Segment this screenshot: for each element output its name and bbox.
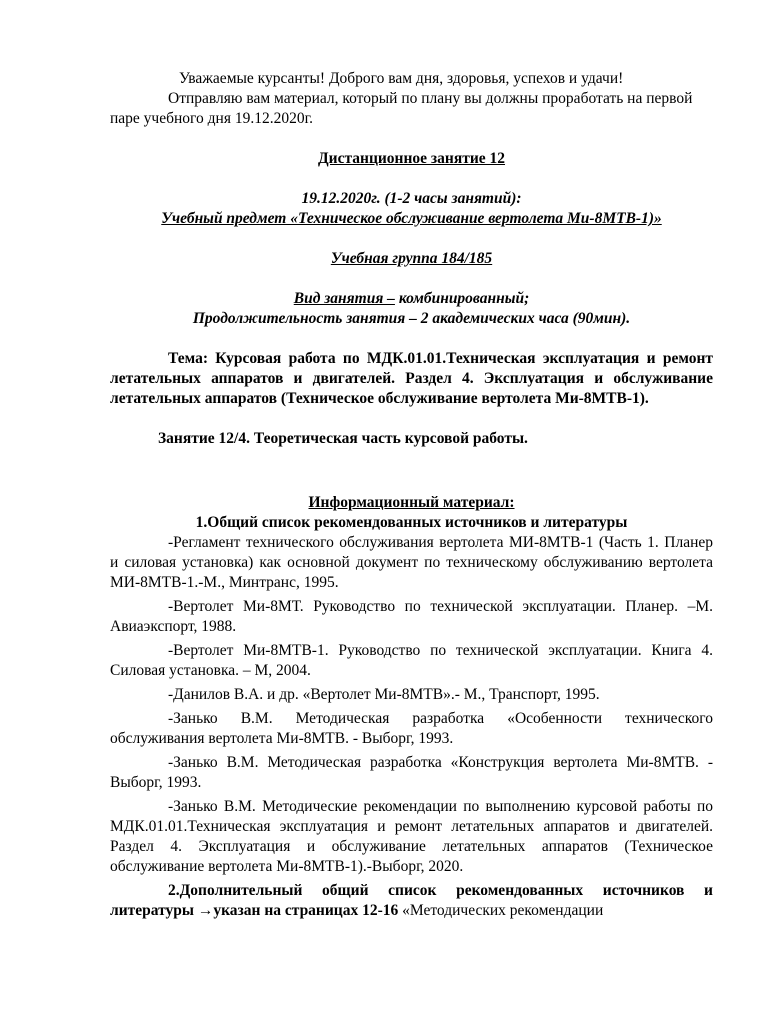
lesson-subject: Учебный предмет «Техническое обслуживание вертолета Ми-8МТВ-1)» [161, 210, 662, 227]
greeting-line-1: Уважаемые курсанты! Доброго вам дня, здоровья, успехов и удачи! [179, 70, 624, 87]
lesson-title: Дистанционное занятие 12 [317, 150, 506, 167]
lesson-group: Учебная группа 184/185 [330, 250, 493, 267]
source-item: -Вертолет Ми-8МТ. Руководство по технической эксплуатации. Планер. –М. Авиаэкспорт, 1988. [110, 598, 713, 635]
source-item: -Занько В.М. Методические рекомендации по выполнению курсовой работы по МДК.01.01.Техническая эксплуатация и ремонт летательных аппаратов и двигателей. Раздел 4. Эксплуатация и обслуживание летательных аппаратов (Техническое обслуживание вертолета Ми-8МТВ-1).-Выборг, 2020. [110, 798, 713, 875]
session-title: Занятие 12/4. Теоретическая часть курсовой работы. [158, 430, 528, 447]
document-page [110, 69, 713, 921]
source-item: -Регламент технического обслуживания вертолета МИ-8МТВ-1 (Часть 1. Планер и силовая установка) как основной документ по техническому обслуживанию вертолета МИ-8МТВ-1.-М., Минтранс, 1995. [110, 534, 713, 591]
section2-bold-text: 2.Дополнительный общий список рекомендованных источников и литературы →указан на страницах 12-16 [110, 882, 713, 919]
lesson-type-value: комбинированный; [394, 290, 530, 307]
lesson-type [110, 289, 713, 309]
lesson-topic: Тема: Курсовая работа по МДК.01.01.Техническая эксплуатация и ремонт летательных аппаратов и двигателей. Раздел 4. Эксплуатация и обслуживание летательных аппаратов (Техническое обслуживание вертолета Ми-8МТВ-1). [110, 350, 713, 407]
source-item: -Данилов В.А. и др. «Вертолет Ми-8МТВ».- М., Транспорт, 1995. [168, 686, 600, 703]
greeting-line-2: Отправляю вам материал, который по плану вы должны проработать на первой паре учебного дня 19.12.2020г. [110, 90, 693, 127]
section2-paragraph [110, 881, 713, 921]
lesson-date-hours: 19.12.2020г. (1-2 часы занятий): [301, 190, 522, 207]
source-item: -Занько В.М. Методическая разработка «Конструкция вертолета Ми-8МТВ. - Выборг, 1993. [110, 754, 713, 791]
info-heading: Информационный материал: [308, 494, 515, 511]
section2-normal-text: «Методических рекомендации [402, 902, 604, 919]
lesson-type-label: Вид занятия – [293, 290, 395, 307]
source-item: -Занько В.М. Методическая разработка «Особенности технического обслуживания вертолета Ми-8МТВ. - Выборг, 1993. [110, 710, 713, 747]
section1-title: 1.Общий список рекомендованных источников и литературы [195, 514, 628, 531]
lesson-duration: Продолжительность занятия – 2 академических часа (90мин). [192, 310, 631, 327]
source-item: -Вертолет Ми-8МТВ-1. Руководство по технической эксплуатации. Книга 4. Силовая установка. – М, 2004. [110, 642, 713, 679]
